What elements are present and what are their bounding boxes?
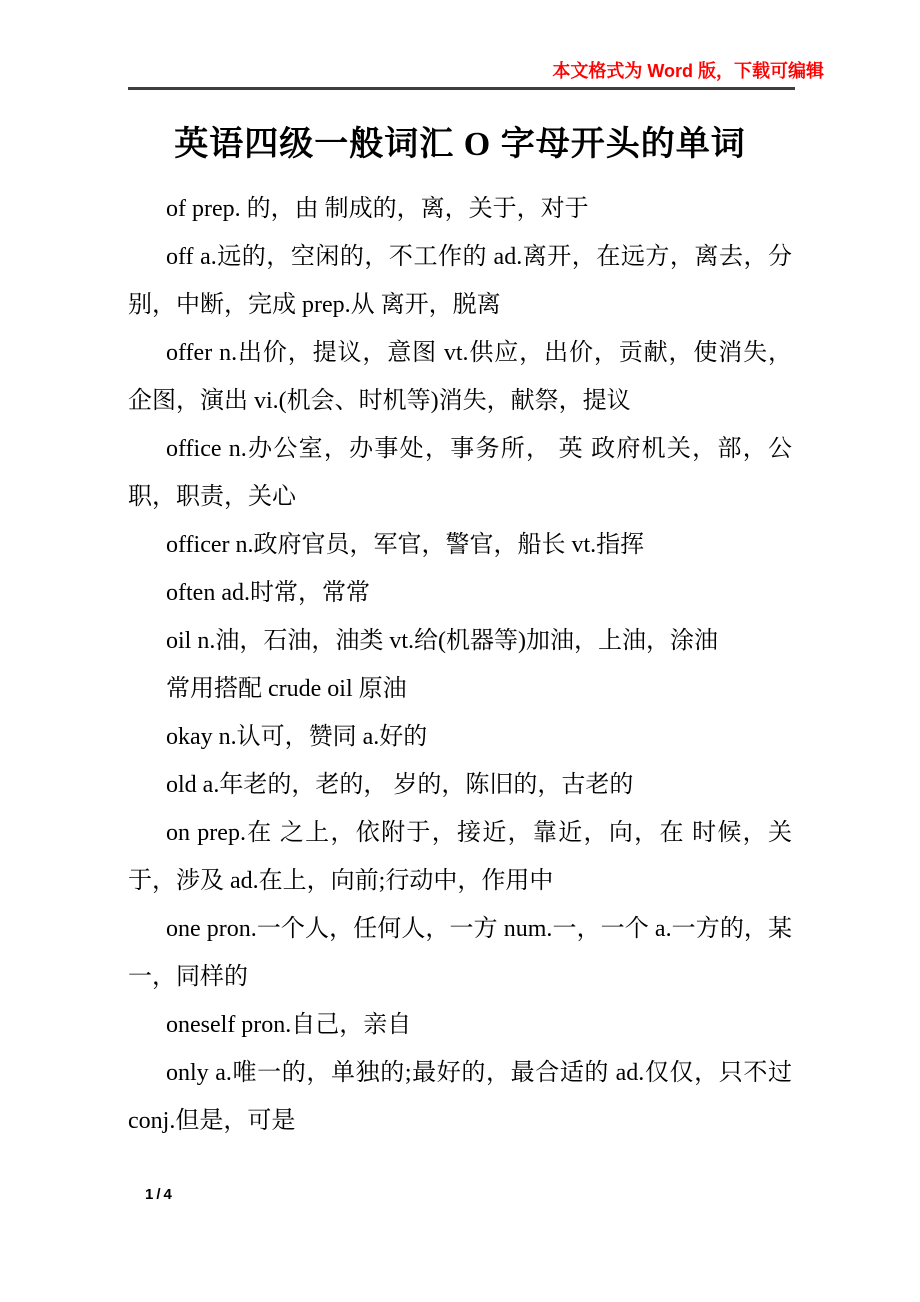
document-title: 英语四级一般词汇 O 字母开头的单词 xyxy=(174,126,746,163)
vocab-entry-one: one pron.一个人，任何人，一方 num.一，一个 a.一方的，某一，同样的 xyxy=(128,916,792,990)
header-divider xyxy=(128,87,795,90)
page-number: 1/4 xyxy=(145,1186,175,1203)
vocab-entry-only: only a.唯一的，单独的;最好的，最合适的 ad.仅仅，只不过 conj.但是，可是 xyxy=(128,1060,792,1134)
vocab-entry-old: old a.年老的，老的， 岁的，陈旧的，古老的 xyxy=(166,772,634,798)
vocab-entry-oneself: oneself pron.自己，亲自 xyxy=(166,1012,412,1038)
vocab-entry-office: office n.办公室，办事处，事务所， 英 政府机关，部，公职，职责，关心 xyxy=(128,436,792,510)
vocab-entry-officer: officer n.政府官员，军官，警官，船长 vt.指挥 xyxy=(166,532,645,558)
word-format-notice: 本文格式为 Word 版，下载可编辑 xyxy=(552,61,824,81)
vocab-entry-of: of prep. 的，由 制成的，离，关于，对于 xyxy=(166,196,589,222)
vocab-entry-okay: okay n.认可，赞同 a.好的 xyxy=(166,724,428,750)
vocab-entry-oil: oil n.油，石油，油类 vt.给(机器等)加油，上油，涂油 xyxy=(166,628,718,654)
vocab-entry-oil-collocation: 常用搭配 crude oil 原油 xyxy=(166,676,407,702)
vocab-entry-offer: offer n.出价，提议，意图 vt.供应，出价，贡献，使消失，企图，演出 vi.(机会、时机等)消失，献祭，提议 xyxy=(128,340,792,414)
vocab-entry-off: off a.远的，空闲的，不工作的 ad.离开，在远方，离去，分别，中断，完成 prep.从 离开，脱离 xyxy=(128,244,792,318)
vocab-entry-often: often ad.时常，常常 xyxy=(166,580,370,606)
vocab-entry-on: on prep.在 之上，依附于，接近，靠近，向，在 时候，关于，涉及 ad.在上，向前;行动中，作用中 xyxy=(128,820,792,894)
vocabulary-list xyxy=(128,185,792,1145)
